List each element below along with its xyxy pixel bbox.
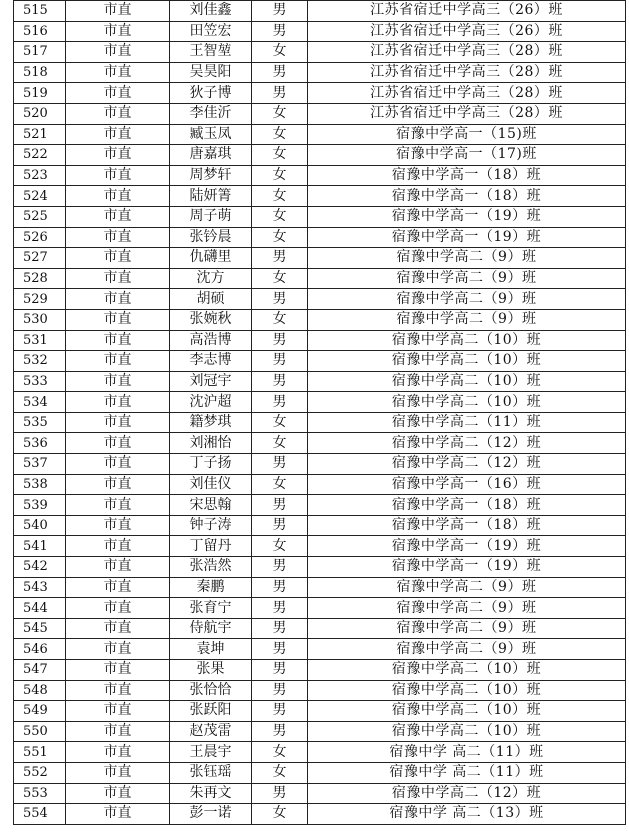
district-cell: 市直 <box>66 557 170 578</box>
school-class-cell: 宿豫中学高一（18）班 <box>308 495 626 516</box>
district-cell: 市直 <box>66 454 170 475</box>
district-cell: 市直 <box>66 474 170 495</box>
school-class-cell: 宿豫中学高二（9）班 <box>308 268 626 289</box>
gender-cell: 女 <box>252 536 308 557</box>
row-number: 552 <box>14 762 66 783</box>
school-class-cell: 宿豫中学高二（10）班 <box>308 330 626 351</box>
district-cell: 市直 <box>66 83 170 104</box>
gender-cell: 男 <box>252 639 308 660</box>
district-cell: 市直 <box>66 433 170 454</box>
gender-cell: 男 <box>252 577 308 598</box>
table-row <box>14 289 626 310</box>
student-name-cell: 张钤晨 <box>170 227 252 248</box>
district-cell: 市直 <box>66 62 170 83</box>
table-row <box>14 83 626 104</box>
gender-cell: 男 <box>252 21 308 42</box>
gender-cell: 男 <box>252 62 308 83</box>
gender-cell: 男 <box>252 618 308 639</box>
student-name-cell: 刘佳鑫 <box>170 1 252 22</box>
school-class-cell: 宿豫中学高二（9）班 <box>308 309 626 330</box>
district-cell: 市直 <box>66 1 170 22</box>
row-number: 525 <box>14 206 66 227</box>
row-number: 521 <box>14 124 66 145</box>
row-number: 548 <box>14 680 66 701</box>
gender-cell: 男 <box>252 83 308 104</box>
student-name-cell: 籍梦琪 <box>170 412 252 433</box>
student-name-cell: 李佳沂 <box>170 103 252 124</box>
student-name-cell: 张钰瑶 <box>170 762 252 783</box>
student-name-cell: 张恰恰 <box>170 680 252 701</box>
table-row <box>14 536 626 557</box>
table-row <box>14 701 626 722</box>
student-name-cell: 周梦轩 <box>170 165 252 186</box>
student-name-cell: 田笠宏 <box>170 21 252 42</box>
row-number: 549 <box>14 701 66 722</box>
district-cell: 市直 <box>66 536 170 557</box>
row-number: 554 <box>14 804 66 825</box>
table-row <box>14 248 626 269</box>
gender-cell: 男 <box>252 495 308 516</box>
district-cell: 市直 <box>66 762 170 783</box>
student-name-cell: 张育宁 <box>170 598 252 619</box>
student-name-cell: 丁子扬 <box>170 454 252 475</box>
row-number: 541 <box>14 536 66 557</box>
district-cell: 市直 <box>66 248 170 269</box>
gender-cell: 女 <box>252 165 308 186</box>
gender-cell: 男 <box>252 680 308 701</box>
row-number: 526 <box>14 227 66 248</box>
school-class-cell: 宿豫中学 高二（11）班 <box>308 742 626 763</box>
district-cell: 市直 <box>66 186 170 207</box>
district-cell: 市直 <box>66 680 170 701</box>
gender-cell: 男 <box>252 515 308 536</box>
school-class-cell: 宿豫中学高二（12）班 <box>308 783 626 804</box>
table-row <box>14 783 626 804</box>
district-cell: 市直 <box>66 515 170 536</box>
table-row <box>14 124 626 145</box>
school-class-cell: 宿豫中学高二（10）班 <box>308 351 626 372</box>
student-name-cell: 丁留丹 <box>170 536 252 557</box>
school-class-cell: 江苏省宿迁中学高三（28）班 <box>308 62 626 83</box>
gender-cell: 女 <box>252 433 308 454</box>
student-name-cell: 彭一诺 <box>170 804 252 825</box>
gender-cell: 男 <box>252 701 308 722</box>
gender-cell: 女 <box>252 186 308 207</box>
student-table <box>13 0 626 825</box>
school-class-cell: 宿豫中学高二（9）班 <box>308 248 626 269</box>
row-number: 529 <box>14 289 66 310</box>
table-row <box>14 742 626 763</box>
district-cell: 市直 <box>66 165 170 186</box>
school-class-cell: 宿豫中学高二（12）班 <box>308 454 626 475</box>
table-row <box>14 165 626 186</box>
table-row <box>14 515 626 536</box>
school-class-cell: 宿豫中学高一（18）班 <box>308 165 626 186</box>
table-row <box>14 268 626 289</box>
school-class-cell: 宿豫中学高二（9）班 <box>308 598 626 619</box>
gender-cell: 女 <box>252 227 308 248</box>
gender-cell: 男 <box>252 557 308 578</box>
row-number: 533 <box>14 371 66 392</box>
school-class-cell: 宿豫中学高二（10）班 <box>308 660 626 681</box>
school-class-cell: 宿豫中学 高二（13）班 <box>308 804 626 825</box>
district-cell: 市直 <box>66 103 170 124</box>
table-row <box>14 495 626 516</box>
school-class-cell: 宿豫中学高一（19）班 <box>308 206 626 227</box>
student-name-cell: 唐嘉琪 <box>170 145 252 166</box>
row-number: 531 <box>14 330 66 351</box>
gender-cell: 女 <box>252 412 308 433</box>
row-number: 547 <box>14 660 66 681</box>
row-number: 516 <box>14 21 66 42</box>
district-cell: 市直 <box>66 42 170 63</box>
district-cell: 市直 <box>66 660 170 681</box>
student-name-cell: 狄子博 <box>170 83 252 104</box>
gender-cell: 男 <box>252 392 308 413</box>
row-number: 550 <box>14 721 66 742</box>
table-row <box>14 433 626 454</box>
table-row <box>14 680 626 701</box>
district-cell: 市直 <box>66 289 170 310</box>
table-row <box>14 392 626 413</box>
school-class-cell: 江苏省宿迁中学高三（28）班 <box>308 103 626 124</box>
student-name-cell: 宋思翰 <box>170 495 252 516</box>
school-class-cell: 宿豫中学高一（19）班 <box>308 536 626 557</box>
district-cell: 市直 <box>66 124 170 145</box>
school-class-cell: 江苏省宿迁中学高三（28）班 <box>308 42 626 63</box>
row-number: 551 <box>14 742 66 763</box>
gender-cell: 女 <box>252 42 308 63</box>
student-name-cell: 陆妍箐 <box>170 186 252 207</box>
table-row <box>14 577 626 598</box>
row-number: 520 <box>14 103 66 124</box>
school-class-cell: 宿豫中学高二（10）班 <box>308 721 626 742</box>
district-cell: 市直 <box>66 21 170 42</box>
school-class-cell: 宿豫中学高二（10）班 <box>308 392 626 413</box>
student-name-cell: 秦鹏 <box>170 577 252 598</box>
table-row <box>14 227 626 248</box>
school-class-cell: 宿豫中学高一（17)班 <box>308 145 626 166</box>
table-row <box>14 21 626 42</box>
student-name-cell: 钟子涛 <box>170 515 252 536</box>
student-name-cell: 高浩博 <box>170 330 252 351</box>
school-class-cell: 宿豫中学高二（9）班 <box>308 639 626 660</box>
row-number: 537 <box>14 454 66 475</box>
school-class-cell: 宿豫中学高一（19）班 <box>308 227 626 248</box>
gender-cell: 女 <box>252 309 308 330</box>
school-class-cell: 宿豫中学高二（10）班 <box>308 701 626 722</box>
row-number: 518 <box>14 62 66 83</box>
gender-cell: 男 <box>252 1 308 22</box>
gender-cell: 女 <box>252 804 308 825</box>
gender-cell: 男 <box>252 660 308 681</box>
table-row <box>14 309 626 330</box>
row-number: 515 <box>14 1 66 22</box>
district-cell: 市直 <box>66 309 170 330</box>
student-name-cell: 张婉秋 <box>170 309 252 330</box>
student-name-cell: 袁坤 <box>170 639 252 660</box>
district-cell: 市直 <box>66 783 170 804</box>
gender-cell: 女 <box>252 742 308 763</box>
gender-cell: 女 <box>252 268 308 289</box>
row-number: 524 <box>14 186 66 207</box>
row-number: 517 <box>14 42 66 63</box>
district-cell: 市直 <box>66 495 170 516</box>
district-cell: 市直 <box>66 330 170 351</box>
school-class-cell: 宿豫中学高一（18）班 <box>308 186 626 207</box>
school-class-cell: 宿豫中学 高二（11）班 <box>308 762 626 783</box>
district-cell: 市直 <box>66 639 170 660</box>
row-number: 527 <box>14 248 66 269</box>
district-cell: 市直 <box>66 371 170 392</box>
table-row <box>14 42 626 63</box>
table-row <box>14 145 626 166</box>
student-name-cell: 刘冠宇 <box>170 371 252 392</box>
row-number: 540 <box>14 515 66 536</box>
row-number: 544 <box>14 598 66 619</box>
school-class-cell: 宿豫中学高一（19）班 <box>308 557 626 578</box>
student-name-cell: 赵茂雷 <box>170 721 252 742</box>
school-class-cell: 宿豫中学高一（16）班 <box>308 474 626 495</box>
student-name-cell: 刘佳仪 <box>170 474 252 495</box>
table-row <box>14 186 626 207</box>
gender-cell: 男 <box>252 783 308 804</box>
student-table-body <box>14 1 626 825</box>
row-number: 542 <box>14 557 66 578</box>
row-number: 532 <box>14 351 66 372</box>
table-row <box>14 721 626 742</box>
student-name-cell: 侍航宇 <box>170 618 252 639</box>
table-row <box>14 804 626 825</box>
table-row <box>14 206 626 227</box>
row-number: 523 <box>14 165 66 186</box>
table-row <box>14 598 626 619</box>
student-name-cell: 沈沪超 <box>170 392 252 413</box>
gender-cell: 男 <box>252 598 308 619</box>
student-name-cell: 王晨宇 <box>170 742 252 763</box>
row-number: 530 <box>14 309 66 330</box>
student-name-cell: 张浩然 <box>170 557 252 578</box>
table-row <box>14 351 626 372</box>
district-cell: 市直 <box>66 206 170 227</box>
student-name-cell: 臧玉凤 <box>170 124 252 145</box>
school-class-cell: 宿豫中学高一（15)班 <box>308 124 626 145</box>
gender-cell: 男 <box>252 248 308 269</box>
school-class-cell: 宿豫中学高二（11）班 <box>308 412 626 433</box>
table-row <box>14 330 626 351</box>
district-cell: 市直 <box>66 721 170 742</box>
school-class-cell: 江苏省宿迁中学高三（26）班 <box>308 1 626 22</box>
gender-cell: 女 <box>252 206 308 227</box>
table-row <box>14 557 626 578</box>
gender-cell: 女 <box>252 124 308 145</box>
school-class-cell: 江苏省宿迁中学高三（26）班 <box>308 21 626 42</box>
table-row <box>14 62 626 83</box>
district-cell: 市直 <box>66 804 170 825</box>
district-cell: 市直 <box>66 598 170 619</box>
row-number: 543 <box>14 577 66 598</box>
gender-cell: 男 <box>252 351 308 372</box>
student-name-cell: 仇礴里 <box>170 248 252 269</box>
table-row <box>14 660 626 681</box>
school-class-cell: 宿豫中学高二（12）班 <box>308 433 626 454</box>
student-name-cell: 张跃阳 <box>170 701 252 722</box>
table-row <box>14 454 626 475</box>
gender-cell: 男 <box>252 330 308 351</box>
school-class-cell: 宿豫中学高二（10）班 <box>308 371 626 392</box>
gender-cell: 女 <box>252 145 308 166</box>
table-row <box>14 1 626 22</box>
row-number: 536 <box>14 433 66 454</box>
school-class-cell: 宿豫中学高二（9）班 <box>308 618 626 639</box>
row-number: 539 <box>14 495 66 516</box>
gender-cell: 男 <box>252 454 308 475</box>
student-name-cell: 朱再文 <box>170 783 252 804</box>
row-number: 546 <box>14 639 66 660</box>
table-row <box>14 474 626 495</box>
student-name-cell: 刘湘怡 <box>170 433 252 454</box>
row-number: 522 <box>14 145 66 166</box>
table-row <box>14 103 626 124</box>
gender-cell: 男 <box>252 289 308 310</box>
student-name-cell: 吴昊阳 <box>170 62 252 83</box>
student-name-cell: 周子萌 <box>170 206 252 227</box>
student-name-cell: 李志博 <box>170 351 252 372</box>
student-name-cell: 王智堃 <box>170 42 252 63</box>
school-class-cell: 宿豫中学高二（9）班 <box>308 289 626 310</box>
table-row <box>14 412 626 433</box>
row-number: 535 <box>14 412 66 433</box>
table-row <box>14 762 626 783</box>
table-row <box>14 371 626 392</box>
gender-cell: 女 <box>252 474 308 495</box>
school-class-cell: 宿豫中学高二（9）班 <box>308 577 626 598</box>
student-name-cell: 张果 <box>170 660 252 681</box>
row-number: 545 <box>14 618 66 639</box>
table-row <box>14 618 626 639</box>
district-cell: 市直 <box>66 618 170 639</box>
student-name-cell: 胡硕 <box>170 289 252 310</box>
table-row <box>14 639 626 660</box>
school-class-cell: 宿豫中学高一（18）班 <box>308 515 626 536</box>
gender-cell: 女 <box>252 103 308 124</box>
district-cell: 市直 <box>66 701 170 722</box>
school-class-cell: 江苏省宿迁中学高三（28）班 <box>308 83 626 104</box>
district-cell: 市直 <box>66 392 170 413</box>
row-number: 534 <box>14 392 66 413</box>
district-cell: 市直 <box>66 351 170 372</box>
row-number: 553 <box>14 783 66 804</box>
row-number: 528 <box>14 268 66 289</box>
gender-cell: 男 <box>252 371 308 392</box>
gender-cell: 男 <box>252 721 308 742</box>
district-cell: 市直 <box>66 227 170 248</box>
district-cell: 市直 <box>66 145 170 166</box>
school-class-cell: 宿豫中学高二（10）班 <box>308 680 626 701</box>
student-name-cell: 沈方 <box>170 268 252 289</box>
district-cell: 市直 <box>66 577 170 598</box>
district-cell: 市直 <box>66 412 170 433</box>
row-number: 519 <box>14 83 66 104</box>
district-cell: 市直 <box>66 742 170 763</box>
district-cell: 市直 <box>66 268 170 289</box>
gender-cell: 女 <box>252 762 308 783</box>
row-number: 538 <box>14 474 66 495</box>
